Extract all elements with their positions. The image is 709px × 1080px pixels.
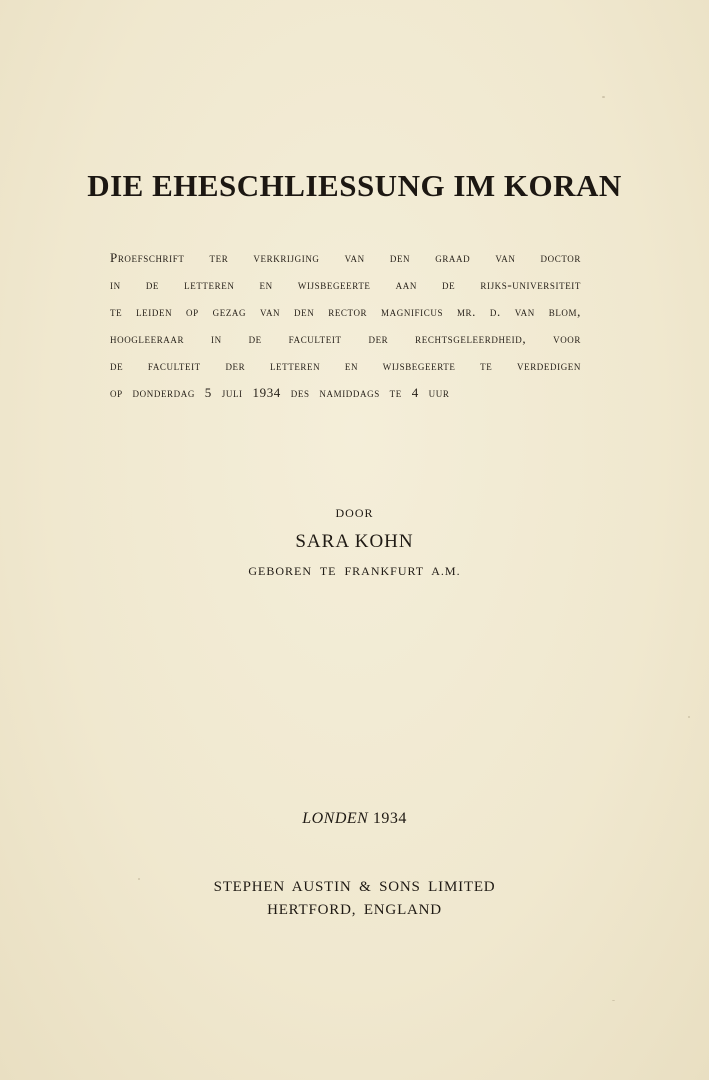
- imprint-year: 1934: [372, 810, 407, 827]
- by-label: DOOR: [335, 506, 374, 520]
- publisher-name: STEPHEN AUSTIN & SONS LIMITED: [213, 879, 496, 895]
- author-name: SARA KOHN: [295, 531, 414, 552]
- statement-line-6: op donderdag 5 juli 1934 des namiddags te 4 uur: [110, 385, 450, 400]
- imprint: [0, 810, 709, 828]
- author-birthplace: GEBOREN TE FRANKFURT A.M.: [248, 564, 461, 578]
- statement-line-4: hoogleeraar in de faculteit der rechtsgeleerdheid, voor: [110, 331, 581, 346]
- statement-line-1: Proefschrift ter verkrijging van den graad van doctor: [110, 250, 581, 265]
- paper-speck: [688, 716, 690, 718]
- dissertation-statement: [110, 244, 581, 406]
- statement-line-5: de faculteit der letteren en wijsbegeerte te verdedigen: [110, 358, 581, 373]
- byline: [0, 504, 709, 580]
- paper-speck: [138, 878, 140, 880]
- imprint-city: LONDEN: [302, 810, 369, 827]
- paper-speck: [612, 1000, 615, 1001]
- book-title: DIE EHESCHLIESSUNG IM KORAN: [87, 168, 622, 203]
- paper-speck: [602, 96, 605, 98]
- publisher-location: HERTFORD, ENGLAND: [267, 902, 442, 918]
- statement-line-3: te leiden op gezag van den rector magnificus mr. d. van blom,: [110, 304, 581, 319]
- statement-line-2: in de letteren en wijsbegeerte aan de rijks-universiteit: [110, 277, 581, 292]
- publisher-block: [0, 876, 709, 922]
